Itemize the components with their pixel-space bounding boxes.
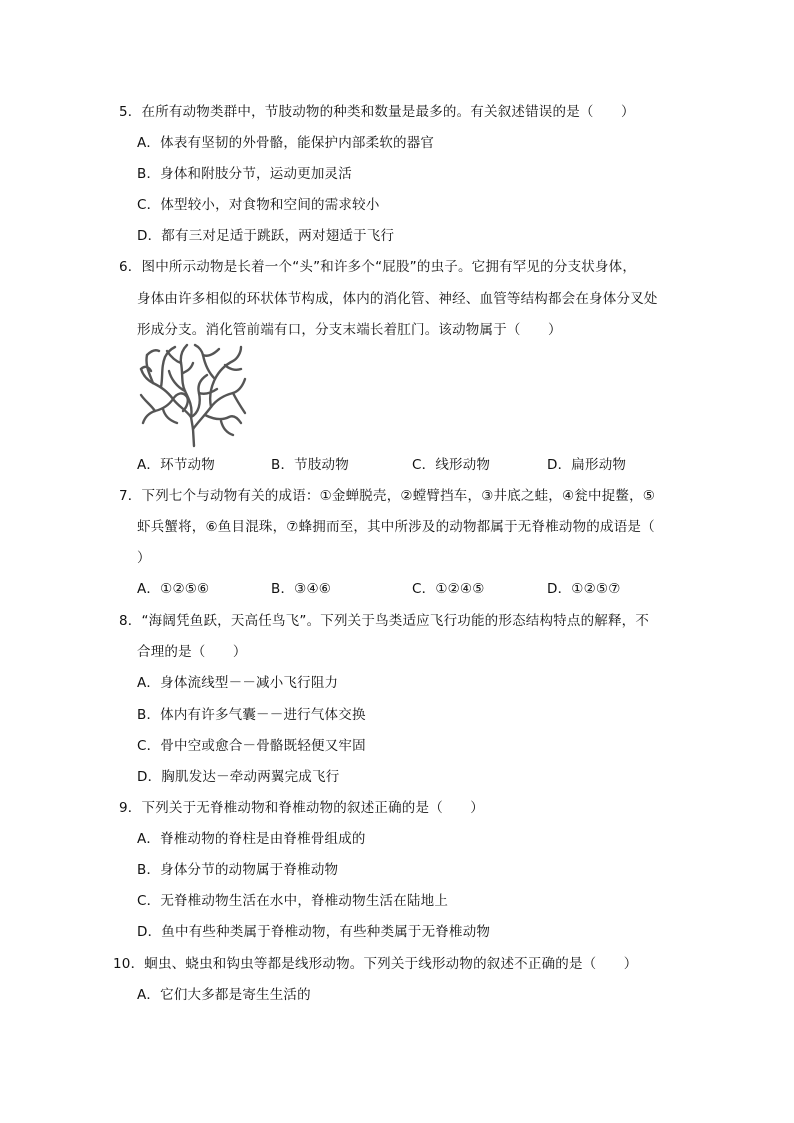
q7-option-c: C．①②④⑤ bbox=[412, 581, 485, 597]
q8-option-b: B．体内有许多气囊－－进行气体交换 bbox=[137, 707, 366, 723]
q7-option-a: A．①②⑤⑥ bbox=[137, 581, 210, 597]
q8-stem-line-2: 合理的是（ ） bbox=[137, 644, 247, 660]
q10-stem: 10．蛔虫、蛲虫和钩虫等都是线形动物。下列关于线形动物的叙述不正确的是（ ） bbox=[113, 956, 638, 972]
q10-option-a: A．它们大多都是寄生生活的 bbox=[137, 987, 311, 1003]
q6-stem-line-3: 形成分支。消化管前端有口，分支末端长着肛门。该动物属于（ ） bbox=[137, 322, 562, 338]
q7-stem-line-2: 虾兵蟹将，⑥鱼目混珠，⑦蜂拥而至，其中所涉及的动物都属于无脊椎动物的成语是（ bbox=[137, 519, 655, 535]
q6-option-d: D．扁形动物 bbox=[547, 457, 627, 473]
q9-stem: 9．下列关于无脊椎动物和脊椎动物的叙述正确的是（ ） bbox=[119, 800, 484, 816]
q9-option-b: B．身体分节的动物属于脊椎动物 bbox=[137, 862, 339, 878]
q6-stem-line-2: 身体由许多相似的环状体节构成，体内的消化管、神经、血管等结构都会在身体分叉处 bbox=[137, 291, 658, 307]
q8-option-c: C．骨中空或愈合－骨骼既轻便又牢固 bbox=[137, 738, 366, 754]
q7-option-d: D．①②⑤⑦ bbox=[547, 581, 621, 597]
q9-option-d: D．鱼中有些种类属于脊椎动物，有些种类属于无脊椎动物 bbox=[137, 924, 491, 940]
q9-option-a: A．脊椎动物的脊柱是由脊椎骨组成的 bbox=[137, 831, 366, 847]
q6-stem-line-1: 6．图中所示动物是长着一个“头”和许多个“屁股”的虫子。它拥有罕见的分支状身体， bbox=[119, 259, 637, 275]
q7-options-row bbox=[0, 579, 794, 599]
q6-options-row bbox=[0, 455, 794, 475]
q8-option-a: A．身体流线型－－减小飞行阻力 bbox=[137, 675, 339, 691]
q7-stem-line-1: 7．下列七个与动物有关的成语：①金蝉脱壳，②螳臂挡车，③井底之蛙，④瓮中捉鳖，⑤ bbox=[119, 488, 656, 504]
q9-option-c: C．无脊椎动物生活在水中，脊椎动物生活在陆地上 bbox=[137, 893, 449, 909]
q5-option-a: A．体表有坚韧的外骨骼，能保护内部柔软的器官 bbox=[137, 135, 435, 151]
q8-stem-line-1: 8．“海阔凭鱼跃，天高任鸟飞”。下列关于鸟类适应飞行功能的形态结构特点的解释，不 bbox=[119, 613, 650, 629]
q6-option-b: B．节肢动物 bbox=[271, 457, 349, 473]
q7-option-b: B．③④⑥ bbox=[271, 581, 332, 597]
q8-option-d: D．胸肌发达－牵动两翼完成飞行 bbox=[137, 769, 340, 785]
q5-option-c: C．体型较小，对食物和空间的需求较小 bbox=[137, 197, 380, 213]
branching-worm-illustration bbox=[137, 343, 247, 448]
q5-option-b: B．身体和附肢分节，运动更加灵活 bbox=[137, 166, 352, 182]
q6-option-a: A．环节动物 bbox=[137, 457, 215, 473]
q6-option-c: C．线形动物 bbox=[412, 457, 491, 473]
q7-stem-line-3: ） bbox=[137, 550, 151, 566]
q5-stem: 5．在所有动物类群中，节肢动物的种类和数量是最多的。有关叙述错误的是（ ） bbox=[119, 104, 635, 120]
q5-option-d: D．都有三对足适于跳跃，两对翅适于飞行 bbox=[137, 228, 395, 244]
